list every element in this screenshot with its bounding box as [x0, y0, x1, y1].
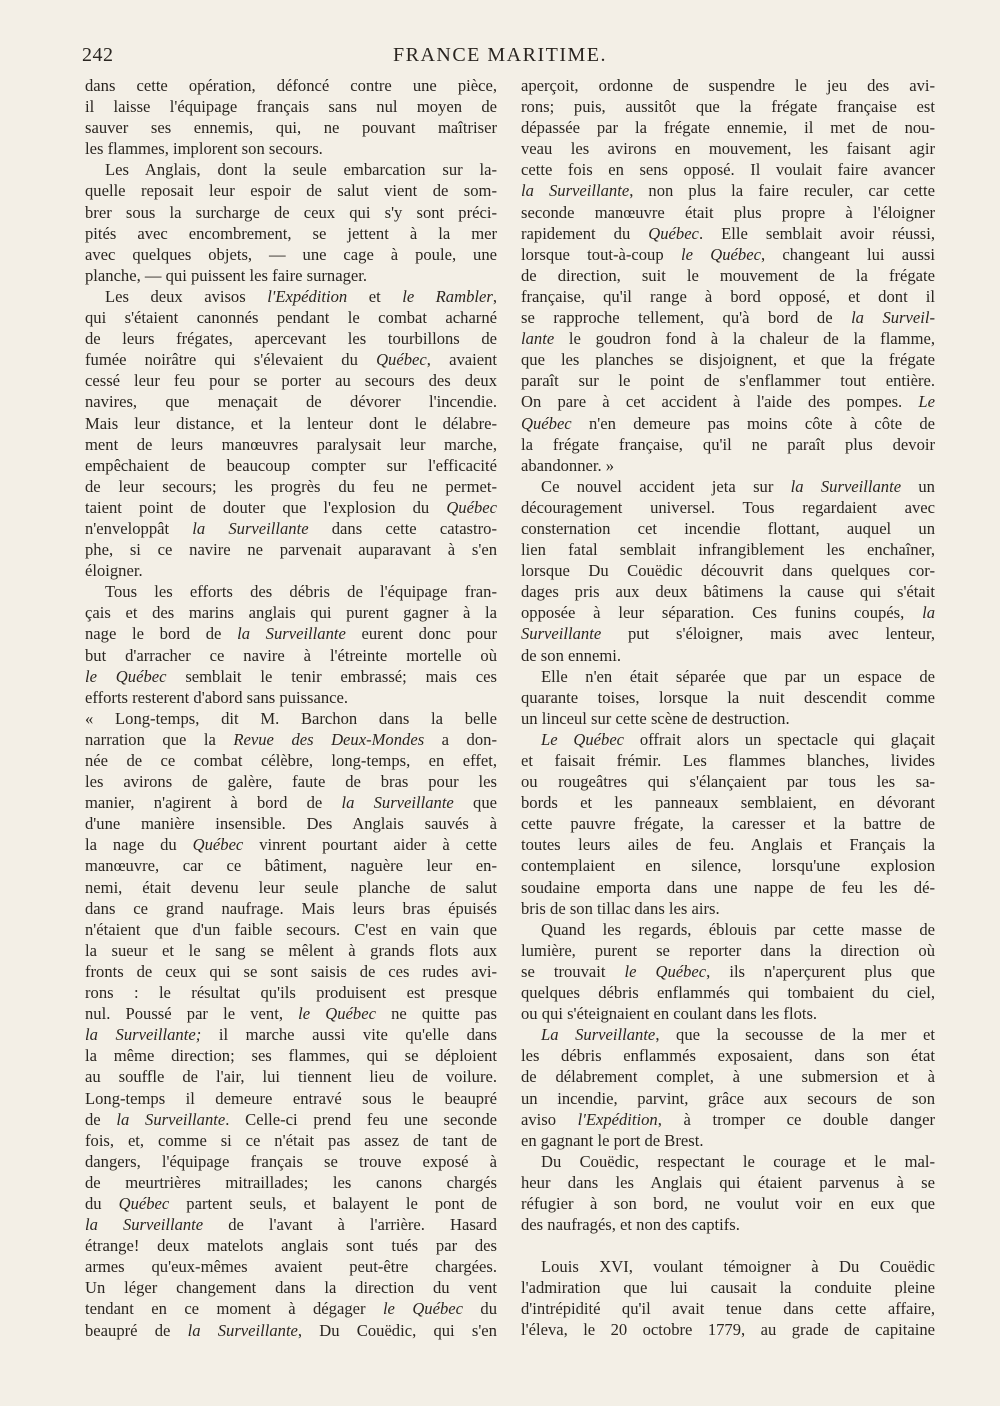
text-line: que les planches se disjoignent, et que la frégate [521, 350, 935, 370]
text-line: le Québec semblait le tenir embrassé; mais ces [85, 666, 497, 686]
text-line: heur dans les Anglais qui étaient parvenus à se [521, 1172, 935, 1192]
text-line: de direction, suit le mouvement de la frégate [521, 265, 935, 285]
text-line: se rapproche tellement, qu'à bord de la Surveil- [521, 308, 935, 328]
text-line: qui s'étaient canonnés pendant le combat acharné [85, 308, 497, 328]
text-line: On pare à cet accident à l'aide des pompes. Le [521, 392, 935, 412]
text-line: la sueur et le sang se mêlent à grands flots aux [85, 940, 497, 960]
text-line: Tous les efforts des débris de l'équipage fran- [105, 582, 497, 602]
paragraph [521, 1024, 935, 1151]
text-line: çais et des marins anglais qui purent gagner à la [85, 603, 497, 623]
text-line: avec quelques objets, — une cage à poule, une [85, 244, 497, 264]
paragraph [521, 729, 935, 919]
text-line: dages pris aux deux bâtimens la cause qui s'était [521, 582, 935, 602]
text-line: quelle reposait leur espoir de salut vient de som- [85, 181, 497, 201]
text-line: au souffle de l'air, lui tiennent lieu de voilure. [85, 1067, 497, 1087]
text-line: la frégate française, qu'il ne paraît plus devoir [521, 434, 935, 454]
text-line: ou qui s'éteignaient en coulant dans les flots. [521, 1004, 818, 1024]
text-line: aperçoit, ordonne de suspendre le jeu des avi- [521, 76, 935, 95]
text-line: ment de leurs manœuvres paralysait leur marche, [85, 434, 497, 454]
text-line: de délabrement complet, à une submersion et à [521, 1067, 935, 1087]
text-line: tendant en ce moment à dégager le Québec du [85, 1299, 497, 1319]
text-line: aviso l'Expédition, à tromper ce double danger [521, 1109, 935, 1129]
text-line: l'éleva, le 20 octobre 1779, au grade de capitaine [521, 1320, 935, 1340]
text-line: de son ennemi. [521, 645, 622, 665]
text-line: de leur secours; les progrès du feu ne permet- [85, 476, 497, 496]
text-line: Mais leur distance, et la lenteur dont le délabre- [85, 413, 497, 433]
text-line: Long-temps il demeure entravé sous le beaupré [85, 1088, 497, 1108]
text-line: La Surveillante, que la secousse de la mer et [541, 1025, 935, 1045]
text-line: nemi, était devenu leur seule planche de salut [85, 877, 497, 897]
text-line: rons : le résultat qu'ils produisent est presque [85, 983, 497, 1003]
text-line: la nage du Québec vinrent pourtant aider à cette [85, 835, 497, 855]
text-line: les débris enflammés exposaient, dans son état [521, 1046, 935, 1066]
text-line: des naufragés, et non des captifs. [521, 1215, 740, 1235]
text-line: empêchaient de beaucoup compter sur l'efficacité [85, 455, 497, 475]
text-line: dépassée par la frégate ennemie, il met de nou- [521, 118, 935, 138]
paragraph [521, 476, 935, 666]
running-head: FRANCE MARITIME. [392, 44, 607, 66]
text-line: toutes leurs ailes de feu. Anglais et Français la [521, 835, 935, 855]
text-line: contemplaient en silence, lorsqu'une explosion [521, 856, 935, 876]
text-line: lante le goudron fond à la chaleur de la flamme, [521, 329, 935, 349]
text-line: lumière, purent se reporter dans la direction où [521, 940, 935, 960]
text-line: consternation cet incendie flottant, auquel un [521, 518, 935, 538]
text-line: brer sous la surcharge de ceux qui s'y sont préci- [85, 202, 497, 222]
text-line: but d'arracher ce navire à l'étreinte mortelle où [85, 645, 497, 665]
text-line: un linceul sur cette scène de destruction. [521, 708, 790, 728]
paragraph [85, 75, 497, 159]
text-line: un incendie, parvint, grâce aux secours de son [521, 1088, 935, 1108]
page-number: 242 [82, 44, 114, 66]
text-line: et faisait frémir. Les flammes blanches, livides [521, 751, 935, 770]
text-line: Le Québec offrait alors un spectacle qui glaçait [541, 729, 935, 749]
text-line: Un léger changement dans la direction du vent [85, 1278, 497, 1298]
text-line: Surveillante put s'éloigner, mais avec lenteur, [521, 624, 935, 644]
text-line: dangers, l'équipage français se trouve exposé à [85, 1151, 497, 1171]
text-line: bris de son tillac dans les airs. [521, 898, 720, 918]
text-line: les avirons de galère, faute de bras pour les [85, 772, 497, 792]
text-line: armes qu'eux-mêmes avaient peut-être chargées. [85, 1257, 497, 1277]
text-line: planche, — qui puissent les faire surnager. [85, 265, 368, 285]
text-line: pités avec encombrement, se jettent à la mer [85, 223, 497, 243]
right-column [521, 75, 935, 1341]
text-line: nage le bord de la Surveillante eurent donc pour [85, 624, 497, 644]
text-line: n'enveloppât la Surveillante dans cette catastro- [85, 518, 497, 538]
text-line: quarante toises, lorsque la nuit descendit comme [521, 687, 935, 707]
text-line: cette fois en sens opposé. Il voulait faire avancer [521, 160, 935, 180]
text-line: découragement universel. Tous regardaient avec [521, 497, 935, 517]
text-line: la même direction; ses flammes, qui se déploient [85, 1046, 497, 1066]
text-line: de leurs frégates, apercevant les tourbillons de [85, 329, 497, 349]
text-line: cessé leur feu pour se porter au secours des deux [85, 371, 497, 391]
paragraph [85, 286, 497, 581]
text-line: Elle n'en était séparée que par un espace de [541, 666, 935, 686]
text-line: veau les avirons en mouvement, les faisant agir [521, 139, 935, 159]
text-line: lorsque tout-à-coup le Québec, changeant lui aussi [521, 244, 935, 264]
text-line: opposée à leur séparation. Ces funins coupés, la [521, 603, 935, 623]
text-line: d'intrépidité qu'il avait tenue dans cette affaire, [521, 1299, 935, 1319]
text-line: de meurtrières mitraillades; les canons chargés [85, 1172, 497, 1192]
paragraph [521, 919, 935, 1024]
text-line: ou rougeâtres qui s'élançaient par tous les sa- [521, 772, 935, 792]
text-line: bords et les panneaux semblaient, en dévorant [521, 793, 935, 813]
text-line: n'étaient que d'un faible secours. C'est en vain que [85, 919, 497, 939]
text-line: Québec n'en demeure pas moins côte à côte de [521, 413, 935, 433]
text-line: manœuvre, car ce bâtiment, naguère leur en- [85, 856, 497, 876]
text-line: navires, que menaçait de dévorer l'incendie. [85, 392, 497, 412]
text-line: taient point de douter que l'explosion du Québec [85, 497, 497, 517]
text-line: la Surveillante; il marche aussi vite qu'elle dans [85, 1025, 497, 1045]
text-line: rons; puis, aussitôt que la frégate française est [521, 97, 935, 117]
text-line: les flammes, implorent son secours. [85, 139, 323, 159]
text-line: dans cette opération, défoncé contre une pièce, [85, 76, 497, 95]
text-line: née de ce combat célèbre, long-temps, en effet, [85, 751, 497, 770]
text-line: lorsque Du Couëdic découvrit dans quelques cor- [521, 561, 935, 581]
text-line: française, qu'il range à bord opposé, et dont il [521, 286, 935, 306]
text-line: réfugier à son bord, ne voulut voir en eux que [521, 1193, 935, 1213]
text-line: éloigner. [85, 561, 143, 581]
text-line: lien fatal semblait infrangiblement les enchaîner, [521, 540, 935, 560]
paragraph [521, 1256, 935, 1340]
text-line: étrange! deux matelots anglais sont tués par des [85, 1236, 497, 1256]
text-line: d'une manière insensible. Des Anglais sauvés à [85, 814, 497, 834]
text-line: nul. Poussé par le vent, le Québec ne quitte pas [85, 1004, 497, 1024]
text-line: la Surveillante de l'avant à l'arrière. Hasard [85, 1215, 497, 1235]
paragraph [521, 666, 935, 729]
text-line: soudaine emporta dans une nappe de feu les dé- [521, 877, 935, 897]
text-line: efforts resterent d'abord sans puissance. [85, 687, 349, 707]
text-line: cette pauvre frégate, la caresser et la battre de [521, 814, 935, 834]
text-line: Les Anglais, dont la seule embarcation sur la- [105, 160, 497, 180]
text-line: en gagnant le port de Brest. [521, 1130, 704, 1150]
text-line: la Surveillante, non plus la faire reculer, car cette [521, 181, 935, 201]
text-line: du Québec partent seuls, et balayent le pont de [85, 1193, 497, 1213]
text-line: Quand les regards, éblouis par cette masse de [541, 919, 935, 939]
text-line: Les deux avisos l'Expédition et le Rambler, [105, 286, 497, 306]
text-line: fumée noirâtre qui s'élevaient du Québec, avaient [85, 350, 497, 370]
text-line: sauver ses ennemis, qui, ne pouvant maîtriser [85, 118, 497, 138]
text-line: dans ce grand naufrage. Mais leurs bras épuisés [85, 898, 497, 918]
text-line: de la Surveillante. Celle-ci prend feu une seconde [85, 1109, 497, 1129]
text-line: manier, n'agirent à bord de la Surveillante que [85, 793, 497, 813]
text-line: seconde manœuvre était plus propre à l'éloigner [521, 202, 935, 222]
text-line: il laisse l'équipage français sans nul moyen de [85, 97, 497, 117]
text-line: Louis XVI, voulant témoigner à Du Couëdic [541, 1257, 935, 1277]
paragraph [85, 581, 497, 708]
text-line: paraît sur le point de s'enflammer tout entière. [521, 371, 935, 391]
paragraph [521, 75, 935, 476]
text-line: beaupré de la Surveillante, Du Couëdic, qui s'en [85, 1320, 497, 1340]
text-line: Du Couëdic, respectant le courage et le mal- [541, 1151, 935, 1171]
text-line: quelques débris enflammés qui tombaient du ciel, [521, 983, 935, 1003]
text-line: se trouvait le Québec, ils n'aperçurent plus que [521, 961, 935, 981]
text-line: « Long-temps, dit M. Barchon dans la belle [85, 708, 497, 728]
text-line: Ce nouvel accident jeta sur la Surveillante un [541, 476, 935, 496]
left-column [85, 75, 497, 1341]
text-line: narration que la Revue des Deux-Mondes a don- [85, 729, 497, 749]
paragraph [521, 1151, 935, 1235]
text-line: fois, et, comme si ce n'était pas assez de tant de [85, 1130, 497, 1150]
text-line: l'admiration que lui causait la conduite pleine [521, 1278, 935, 1298]
text-line: fronts de ceux qui se sont saisis de ces rudes avi- [85, 961, 497, 981]
paragraph [85, 159, 497, 286]
paragraph [85, 708, 497, 1341]
page-header [0, 44, 1000, 72]
text-line: abandonner. » [521, 455, 615, 475]
text-line: phe, si ce navire ne parvenait auparavant à s'en [85, 540, 497, 560]
text-line: rapidement du Québec. Elle semblait avoir réussi, [521, 223, 935, 243]
